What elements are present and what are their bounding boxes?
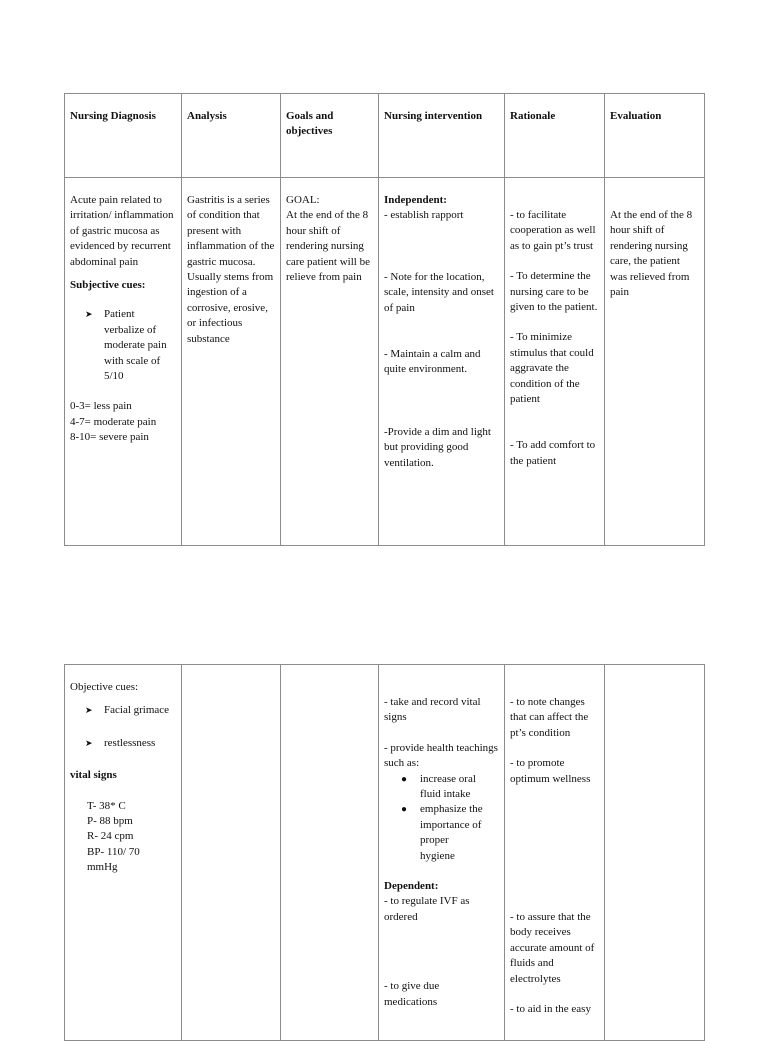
- teaching-item-cont-1: proper: [420, 834, 449, 847]
- header-rationale: Rationale: [505, 94, 605, 178]
- intervention-ivf: - to regulate IVF as ordered: [384, 895, 470, 923]
- goal-text: At the end of the 8 hour shift of rendering nursing care patient will be relieve from pain: [286, 209, 370, 284]
- dot-bullet-icon: ●: [401, 773, 408, 785]
- arrowhead-bullet-icon: ➤: [85, 737, 93, 748]
- rationale-cell: [505, 178, 605, 546]
- objective-cue-item: ➤ restlessness: [70, 736, 176, 751]
- pain-scale-1: 0-3= less pain: [70, 400, 132, 413]
- content-row: [65, 178, 705, 546]
- vital-bp: BP- 110/ 70: [87, 845, 140, 858]
- intervention-cell-2: [379, 665, 505, 1041]
- intervention-1: - establish rapport: [384, 209, 464, 222]
- rationale-fluids: - to assure that the body receives accurate amount of fluids and electrolytes: [510, 911, 595, 985]
- intervention-vitals: - take and record vital signs: [384, 696, 481, 724]
- care-plan-table-2: [64, 664, 705, 1041]
- vital-signs-title: vital signs: [70, 769, 117, 782]
- intervention-meds-cont: medications: [384, 995, 438, 1008]
- rationale-4: - To add comfort to the patient: [510, 439, 596, 467]
- diagnosis-cell: [65, 178, 182, 546]
- goals-cell-2: [281, 665, 379, 1041]
- teaching-item: ● increase oral fluid intake: [401, 772, 476, 801]
- analysis-cell-2: [182, 665, 281, 1041]
- rationale-1: - to facilitate cooperation as well as to gain pt’s trust: [510, 209, 596, 252]
- content-row-2: [65, 665, 705, 1041]
- intervention-cell: [379, 178, 505, 546]
- header-analysis: Analysis: [182, 94, 281, 178]
- dot-bullet-icon: ●: [401, 804, 408, 816]
- rationale-meds: - to aid in the easy: [510, 1003, 591, 1016]
- rationale-wellness: - to promote optimum wellness: [510, 757, 591, 785]
- dependent-title: Dependent:: [384, 880, 439, 893]
- evaluation-cell: [605, 178, 705, 546]
- header-goals: Goals and objectives: [281, 94, 379, 178]
- header-nursing-diagnosis: Nursing Diagnosis: [65, 94, 182, 178]
- intervention-3: - Maintain a calm and quite environment.: [384, 348, 481, 376]
- goal-title: GOAL:: [286, 194, 320, 206]
- arrowhead-bullet-icon: ➤: [85, 705, 93, 716]
- evaluation-cell-2: [605, 665, 705, 1041]
- pain-scale-3: 8-10= severe pain: [70, 431, 149, 444]
- care-plan-table-1: [64, 93, 705, 546]
- objective-cell: [65, 665, 182, 1041]
- teaching-item: ● emphasize the importance of: [401, 803, 483, 831]
- analysis-cell: [182, 178, 281, 546]
- vital-resp: R- 24 cpm: [87, 830, 134, 843]
- rationale-vitals: - to note changes that can affect the pt’s condition: [510, 696, 589, 739]
- intervention-4: -Provide a dim and light but providing good ventilation.: [384, 425, 491, 469]
- subjective-cues-title: Subjective cues:: [70, 279, 146, 292]
- evaluation-text: At the end of the 8 hour shift of rendering nursing care, the patient was relieved from pain: [610, 209, 693, 299]
- vital-bp-unit: mmHg: [87, 861, 118, 874]
- intervention-teachings: - provide health teachings such as:: [384, 741, 498, 770]
- vital-pulse: P- 88 bpm: [87, 815, 133, 828]
- rationale-3: - To minimize stimulus that could aggravate the condition of the patient: [510, 331, 594, 406]
- subjective-cue-item: ➤ Patient verbalize of moderate pain with scale of 5/10: [85, 308, 167, 383]
- rationale-2: - To determine the nursing care to be given to the patient.: [510, 270, 598, 314]
- goals-cell: [281, 178, 379, 546]
- pain-scale-2: 4-7= moderate pain: [70, 415, 157, 428]
- header-evaluation: Evaluation: [605, 94, 705, 178]
- header-row: [65, 94, 705, 178]
- diagnosis-text: Acute pain related to irritation/ inflammation of gastric mucosa as evidenced by recurrent abdominal pain: [70, 194, 174, 268]
- intervention-2: - Note for the location, scale, intensity and onset of pain: [384, 270, 494, 314]
- analysis-text: Gastritis is a series of condition that present with inflammation of the gastric mucosa. Usually stems from ingestion of a corrosive, erosive, or infectious substance: [187, 194, 275, 345]
- vital-temp: T- 38* C: [87, 799, 126, 812]
- header-intervention: Nursing intervention: [379, 94, 505, 178]
- teaching-item-cont-2: hygiene: [420, 849, 455, 862]
- objective-cues-title: Objective cues:: [70, 681, 139, 693]
- arrowhead-bullet-icon: ➤: [85, 309, 93, 320]
- objective-cue-item: ➤ Facial grimace: [70, 703, 176, 718]
- independent-title: Independent:: [384, 194, 447, 206]
- intervention-meds: - to give due: [384, 980, 440, 993]
- rationale-cell-2: [505, 665, 605, 1041]
